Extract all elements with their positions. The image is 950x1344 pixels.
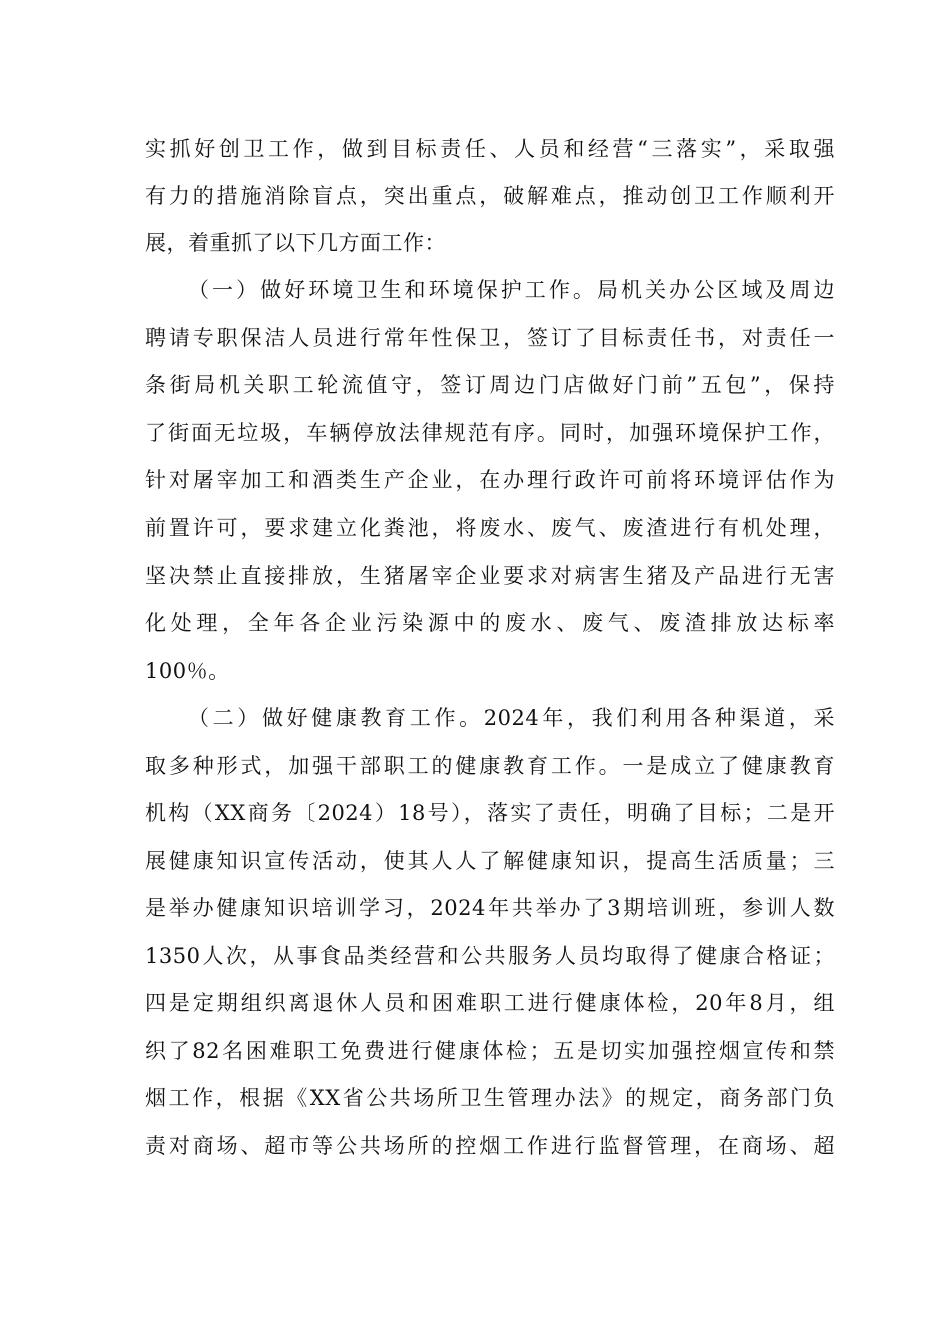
text-line-17: 是举办健康知识培训学习，2024年共举办了3期培训班，参训人数 — [145, 896, 835, 920]
text-line-12: 100％。 — [145, 659, 230, 683]
text-line-1: 实抓好创卫工作，做到目标责任、人员和经营“三落实”，采取强 — [145, 137, 835, 161]
text-line-11: 化处理，全年各企业污染源中的废水、废气、废渣排放达标率 — [145, 611, 835, 635]
text-line-20: 织了82名困难职工免费进行健康体检；五是切实加强控烟宣传和禁 — [145, 1039, 835, 1063]
text-line-21: 烟工作，根据《XX省公共场所卫生管理办法》的规定，商务部门负 — [145, 1086, 835, 1110]
text-line-9: 前置许可，要求建立化粪池，将废水、废气、废渣进行有机处理， — [145, 516, 835, 540]
section-heading-1: （一）做好环境卫生和环境保护工作。局机关办公区域及周边 — [188, 278, 835, 302]
text-line-5: 聘请专职保洁人员进行常年性保卫，签订了目标责任书，对责任一 — [145, 326, 835, 350]
text-line-6: 条街局机关职工轮流值守，签订周边门店做好门前”五包”，保持 — [145, 373, 835, 397]
text-line-7: 了街面无垃圾，车辆停放法律规范有序。同时，加强环境保护工作， — [145, 421, 835, 445]
text-line-19: 四是定期组织离退休人员和困难职工进行健康体检，20年8月，组 — [145, 991, 835, 1015]
text-line-10: 坚决禁止直接排放，生猪屠宰企业要求对病害生猪及产品进行无害 — [145, 564, 835, 588]
section-heading-2: （二）做好健康教育工作。2024年，我们利用各种渠道，采 — [188, 706, 835, 730]
text-line-14: 取多种形式，加强干部职工的健康教育工作。一是成立了健康教育 — [145, 754, 835, 778]
text-line-16: 展健康知识宣传活动，使其人人了解健康知识，提高生活质量；三 — [145, 849, 835, 873]
text-line-3: 展，着重抓了以下几方面工作： — [145, 231, 446, 255]
text-line-15: 机构（XX商务〔2024）18号），落实了责任，明确了目标；二是开 — [145, 801, 835, 825]
text-line-22: 责对商场、超市等公共场所的控烟工作进行监督管理，在商场、超 — [145, 1134, 835, 1158]
text-line-8: 针对屠宰加工和酒类生产企业，在办理行政许可前将环境评估作为 — [145, 468, 835, 492]
text-line-2: 有力的措施消除盲点，突出重点，破解难点，推动创卫工作顺利开 — [145, 184, 835, 208]
text-line-18: 1350人次，从事食品类经营和公共服务人员均取得了健康合格证； — [145, 944, 835, 968]
